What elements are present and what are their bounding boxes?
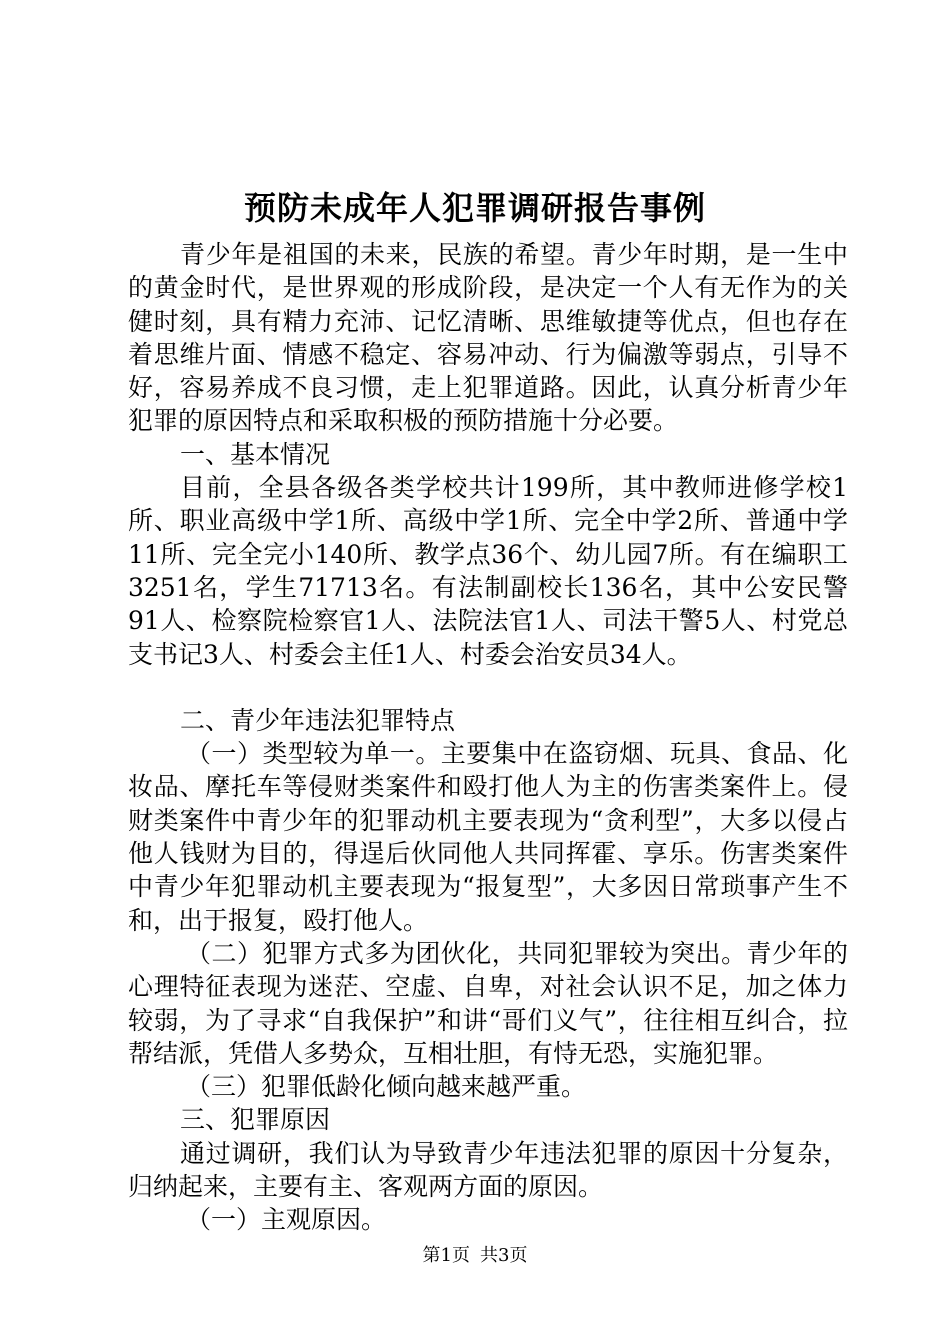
section-heading-causes: 三、犯罪原因 — [180, 1105, 331, 1135]
section-heading-basic: 一、基本情况 — [180, 439, 331, 469]
document-body — [128, 238, 848, 1237]
subjective-causes-heading: （一）主观原因。 — [186, 1205, 387, 1235]
intro-paragraph: 青少年是祖国的未来，民族的希望。青少年时期，是一生中的黄金时代，是世界观的形成阶段，是决定一个人有无作为的关健时刻，具有精力充沛、记忆清晰、思维敏捷等优点，但也存在着思维片面、情感不稳定、容易冲动、行为偏激等弱点，引导不好，容易养成不良习惯，走上犯罪道路。因此，认真分析青少年犯罪的原因特点和采取积极的预防措施十分必要。 — [128, 240, 848, 436]
page-number: 第1页 — [422, 1245, 470, 1266]
paragraph-gap — [128, 671, 848, 704]
section-heading-features: 二、青少年违法犯罪特点 — [180, 705, 456, 735]
feature-paragraph-1: （一）类型较为单一。主要集中在盗窃烟、玩具、食品、化妆品、摩托车等侵财类案件和殴打他人为主的伤害类案件上。侵财类案件中青少年的犯罪动机主要表现为“贪利型”，大多以侵占他人钱财为目的，得逞后伙同他人共同挥霍、享乐。伤害类案件中青少年犯罪动机主要表现为“报复型”，大多因日常琐事产生不和，出于报复，殴打他人。 — [128, 739, 848, 935]
feature-paragraph-3: （三）犯罪低龄化倾向越来越严重。 — [186, 1072, 587, 1102]
page-total: 共3页 — [480, 1245, 528, 1266]
feature-paragraph-2: （二）犯罪方式多为团伙化，共同犯罪较为突出。青少年的心理特征表现为迷茫、空虚、自卑，对社会认识不足，加之体力较弱，为了寻求“自我保护”和讲“哥们义气”，往往相互纠合，拉帮结派，凭借人多势众，互相壮胆，有恃无恐，实施犯罪。 — [128, 938, 848, 1068]
page-footer — [0, 1244, 950, 1268]
causes-paragraph: 通过调研，我们认为导致青少年违法犯罪的原因十分复杂，归纳起来，主要有主、客观两方面的原因。 — [128, 1138, 848, 1202]
document-title: 预防未成年人犯罪调研报告事例 — [243, 189, 706, 227]
basic-info-paragraph: 目前，全县各级各类学校共计199所，其中教师进修学校1所、职业高级中学1所、高级中学1所、完全中学2所、普通中学11所、完全完小140所、教学点36个、幼儿园7所。有在编职工3251名，学生71713名。有法制副校长136名，其中公安民警91人、检察院检察官1人、法院法官1人、司法干警5人、村党总支书记3人、村委会主任1人、村委会治安员34人。 — [128, 473, 848, 669]
